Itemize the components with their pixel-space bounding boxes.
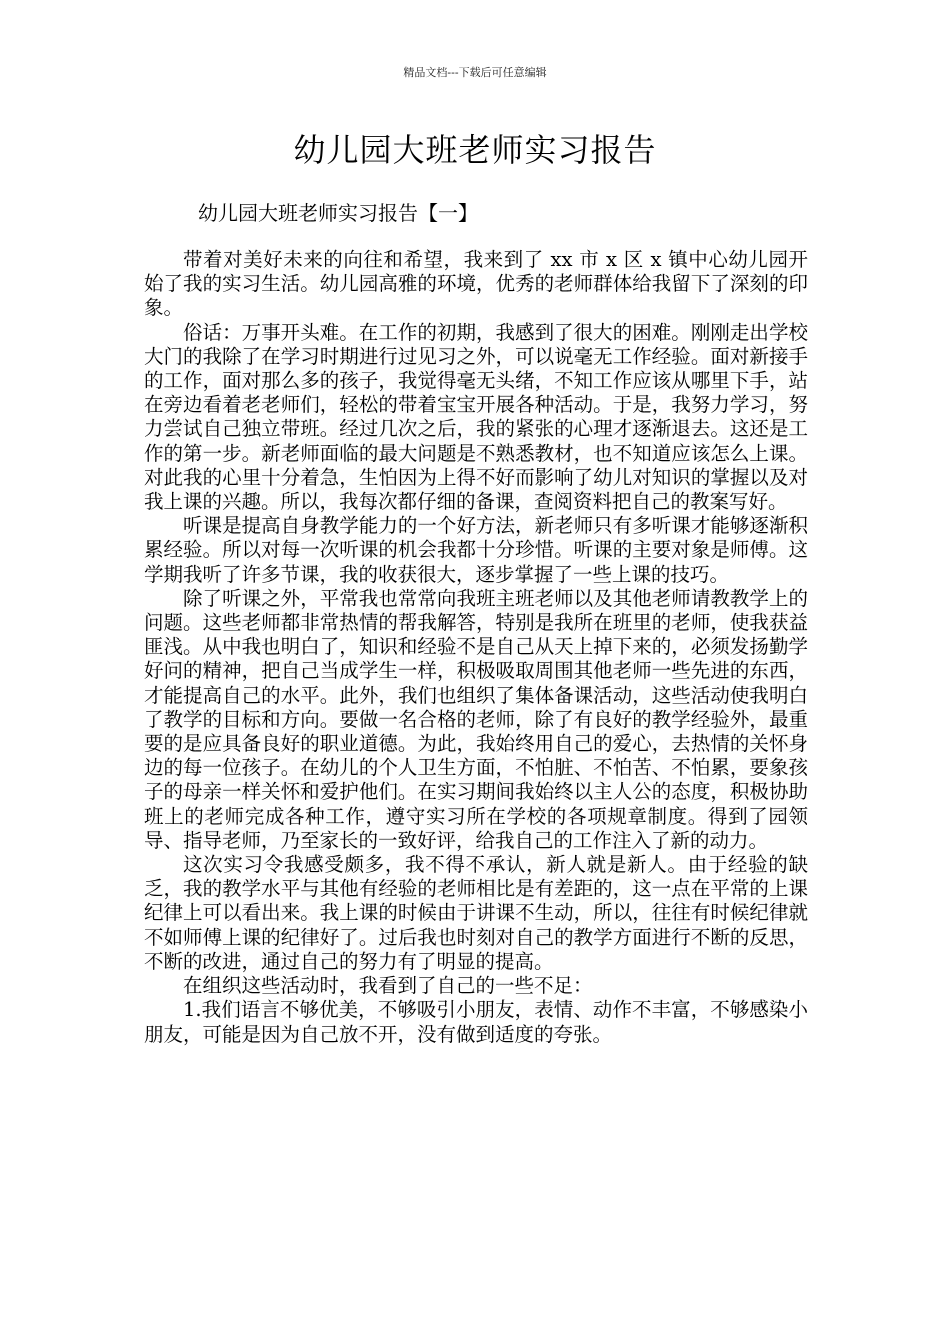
list-item: 1.我们语言不够优美，不够吸引小朋友，表情、动作不丰富，不够感染小朋友，可能是因为自己放不开，没有做到适度的夸张。 bbox=[144, 998, 808, 1046]
section-title: 幼儿园大班老师实习报告【一】 bbox=[198, 201, 478, 225]
header-note: 精品文档---下载后可任意编辑 bbox=[403, 66, 547, 79]
paragraph: 俗话：万事开头难。在工作的初期，我感到了很大的困难。刚刚走出学校大门的我除了在学习时期进行过见习之外，可以说毫无工作经验。面对新接手的工作，面对那么多的孩子，我觉得毫无头绪，不知工作应该从哪里下手，站在旁边看着老老师们，轻松的带着宝宝开展各种活动。于是，我努力学习，努力尝试自己独立带班。经过几次之后，我的紧张的心理才逐渐退去。这还是工作的第一步。新老师面临的最大问题是不熟悉教材，也不知道应该怎么上课。对此我的心里十分着急，生怕因为上得不好而影响了幼儿对知识的掌握以及对我上课的兴趣。所以，我每次都仔细的备课，查阅资料把自己的教案写好。 bbox=[144, 320, 808, 514]
document-title: 幼儿园大班老师实习报告 bbox=[293, 131, 657, 169]
paragraph: 带着对美好未来的向往和希望，我来到了 xx 市 x 区 x 镇中心幼儿园开始了我的实习生活。幼儿园高雅的环境，优秀的老师群体给我留下了深刻的印象。 bbox=[144, 248, 808, 320]
document-body bbox=[144, 248, 808, 1047]
paragraph: 在组织这些活动时，我看到了自己的一些不足： bbox=[183, 974, 593, 998]
paragraph: 这次实习令我感受颇多，我不得不承认，新人就是新人。由于经验的缺乏，我的教学水平与其他有经验的老师相比是有差距的，这一点在平常的上课纪律上可以看出来。我上课的时候由于讲课不生动，所以，往往有时候纪律就不如师傅上课的纪律好了。过后我也时刻对自己的教学方面进行不断的反思，不断的改进，通过自己的努力有了明显的提高。 bbox=[144, 853, 808, 973]
paragraph: 听课是提高自身教学能力的一个好方法，新老师只有多听课才能够逐渐积累经验。所以对每一次听课的机会我都十分珍惜。听课的主要对象是师傅。这学期我听了许多节课，我的收获很大，逐步掌握了一些上课的技巧。 bbox=[144, 514, 808, 586]
paragraph: 除了听课之外，平常我也常常向我班主班老师以及其他老师请教教学上的问题。这些老师都非常热情的帮我解答，特别是我所在班里的老师，使我获益匪浅。从中我也明白了，知识和经验不是自己从天上掉下来的，必须发扬勤学好问的精神，把自己当成学生一样，积极吸取周围其他老师一些先进的东西，才能提高自己的水平。此外，我们也组织了集体备课活动，这些活动使我明白了教学的目标和方向。要做一名合格的老师，除了有良好的教学经验外，最重要的是应具备良好的职业道德。为此，我始终用自己的爱心，去热情的关怀身边的每一位孩子。在幼儿的个人卫生方面，不怕脏、不怕苦、不怕累，要象孩子的母亲一样关怀和爱护他们。在实习期间我始终以主人公的态度，积极协助班上的老师完成各种工作，遵守实习所在学校的各项规章制度。得到了园领导、指导老师，乃至家长的一致好评，给我自己的工作注入了新的动力。 bbox=[144, 586, 808, 852]
